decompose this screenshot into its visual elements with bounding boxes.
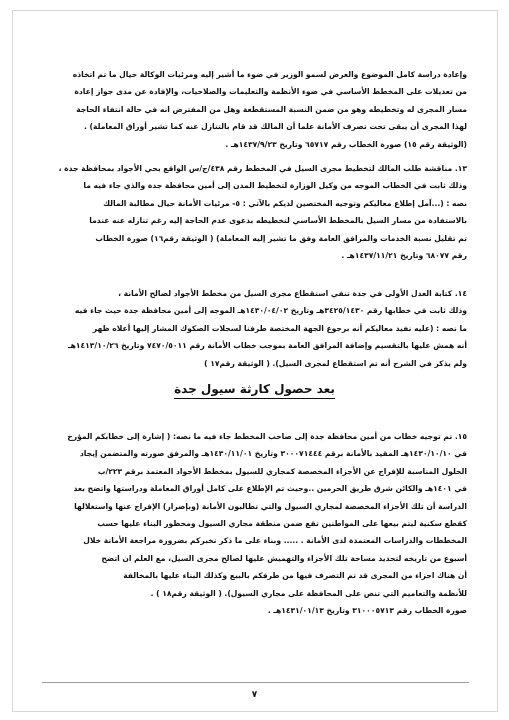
- paragraph-line: (الوثيقة رقم ١٥) صورة الخطاب رقم ٦٥٧١٧ وتاريخ ١٤٣٧/٩/٢٣هـ .: [225, 139, 467, 149]
- paragraph-line: نصه : (...آمل إطلاع معاليكم وتوجيه المختصين لديكم بالآتي : ٥- مرئيات الأمانة حيال مطالبة المالك: [103, 198, 467, 208]
- paragraph-line: في ١٤٣٠/١٠/١٠هـ المقيد بالأمانة برقم ٣٠٠٠٧١٤٤٤ وتاريخ ١٤٣٠/١١/٠١هـ والمرفق صورته والمتضمن إيجاد: [79, 449, 467, 459]
- paragraph-line: أنه همش عليها بالتقسيم وإضافة المرافق العامة بموجب خطاب الأمانة رقم ٧٤٧٠/٥٠١١ وتاريخ ١٤١٣/١٠/٢٦هـ: [68, 341, 467, 351]
- paragraph-line: وذلك ثابت في خطابها رقم ٣٤٢٥/١٤٣٠هـ وتاريخ ١٤٣٠/٠٤/٠٢هـ الموجه إلى أمين محافظة جدة حيث جاء فيه: [74, 306, 467, 316]
- paragraph-line: للأنظمة والتعاميم التي تنص على المحافظة على مجاري السيول). ( الوثيقة رقم١٨ ) .: [150, 588, 467, 598]
- paragraph-line: تم تقليل نسبة الخدمات والمرافق العامة وفق ما تشير إليه المعاملة) ( الوثيقة رقم١٦) صورة الخطاب: [95, 233, 467, 243]
- paragraph-line: صورة الخطاب رقم ٣١٠٠٠٥٧١٣ وتاريخ ١٤٣١/٠١/١٣هـ .: [267, 606, 467, 616]
- paragraph-13: [40, 160, 467, 264]
- paragraph-line: رقم ٦٨٠٧٧ وتاريخ ١٤٣٧/١١/٢١هـ .: [341, 251, 467, 261]
- paragraph-line: وإعادة دراسة كامل الموضوع والعرض لسمو الوزير في ضوء ما أشير إليه ومرئيات الوكالة حيال ما تم اتخاذه: [72, 70, 467, 79]
- paragraph-line: ولم يذكر في الشرح أنه تم استقطاع لمجرى السيل). ( الوثيقة رقم١٧ ): [204, 358, 467, 368]
- paragraph-line: ١٣. مناقشة طلب المالك لتخطيط مجرى السيل في المخطط رقم ٤٣٨/ج/س الواقع بحي الأجواد بمحافظة جدة ،: [58, 164, 467, 173]
- paragraph-15: [40, 428, 467, 619]
- page-number: ٧: [251, 690, 258, 700]
- paragraph-line: في ١٤٠١هـ والكائن شرق طريق الحرمين ..وحيث تم الإطلاع على كامل أوراق المعاملة ودراستها واتضح بعد: [73, 484, 467, 494]
- paragraph-line: ١٥. تم توجيه خطاب من أمين محافظة جدة إلى صاحب المخطط جاء فيه ما نصه: ( إشارة إلى خطابكم المؤرخ: [67, 432, 467, 441]
- paragraph-1: [40, 66, 467, 153]
- paragraph-line: ما نصه : (عليه نفيد معاليكم أنه برجوع الجهة المختصة طرفنا لسجلات الصكوك المشار إليها أعلاه ظهر: [92, 323, 467, 333]
- section-heading-text: بعد حصول كارثة سيول جدة: [174, 382, 335, 399]
- paragraph-14: [40, 285, 467, 372]
- paragraph-line: المخططات والدراسات المعتمدة لدى الأمانة . ..... وبناء على ما ذكر نخبركم بضرورة مراجعة الأمانة خلال: [83, 536, 467, 546]
- section-heading: [0, 382, 509, 396]
- paragraph-line: ١٤. كتابة العدل الأولى في جدة تنفي استقطاع مجرى السيل من مخطط الأجواد لصالح الأمانة ،: [118, 289, 467, 298]
- paragraph-line: أن هناك اجزاء من المجرى قد تم التصرف فيها من طرفكم بالبيع وكذلك البناء عليها بالمخالفة: [123, 571, 467, 581]
- paragraph-line: لهذا المجرى أن يبقى تحت تصرف الأمانة علما أن المالك قد قام بالتنازل عنه كما تشير أوراق المعاملة) .: [84, 122, 467, 132]
- paragraph-line: من تعديلات على المخطط الأساسي في ضوء الأنظمة والتعليمات والصلاحيات، والإفادة عن مدى جواز إعادة: [74, 87, 467, 97]
- paragraph-line: بالاستفادة من مسار السيل بالمخطط الأساسي لتخطيطه بدعوى عدم الحاجة إليه رغم تنازله عنه عندما: [89, 216, 467, 226]
- paragraph-line: وذلك ثابت في الخطاب الموجه من وكيل الوزارة لتخطيط المدن إلى أمين محافظة جدة والذي جاء فيه ما: [83, 181, 467, 191]
- paragraph-line: الحلول المناسبة للإفراج عن الأجزاء المخصصة كمجاري للسيول بمخطط الأجواد المعتمد برقم ٢٢٣/ب: [97, 466, 467, 476]
- footer-rule: [42, 682, 469, 683]
- paragraph-line: مسار المجرى له وتخطيطه وهو من ضمن النسبة المستقطعة وهل من المفترض انه في حالة انتفاء الحاجة: [76, 104, 467, 114]
- paragraph-line: أسبوع من تاريخه لتحديد مساحة تلك الأجزاء والتهميش عليها لصالح مجرى السيل، مع العلم ان اتضح: [101, 553, 467, 563]
- paragraph-line: الدراسة أن تلك الأجزاء المخصصة لمجاري السيول والتي تطالبون الأمانة (وبإصرار) الإفراج عنها واستغلالها: [74, 501, 467, 511]
- paragraph-line: كقطع سكنية ليتم بيعها على المواطنين تقع ضمن منطقة مجاري السيول ومحظور البناء عليها حسب: [97, 519, 467, 529]
